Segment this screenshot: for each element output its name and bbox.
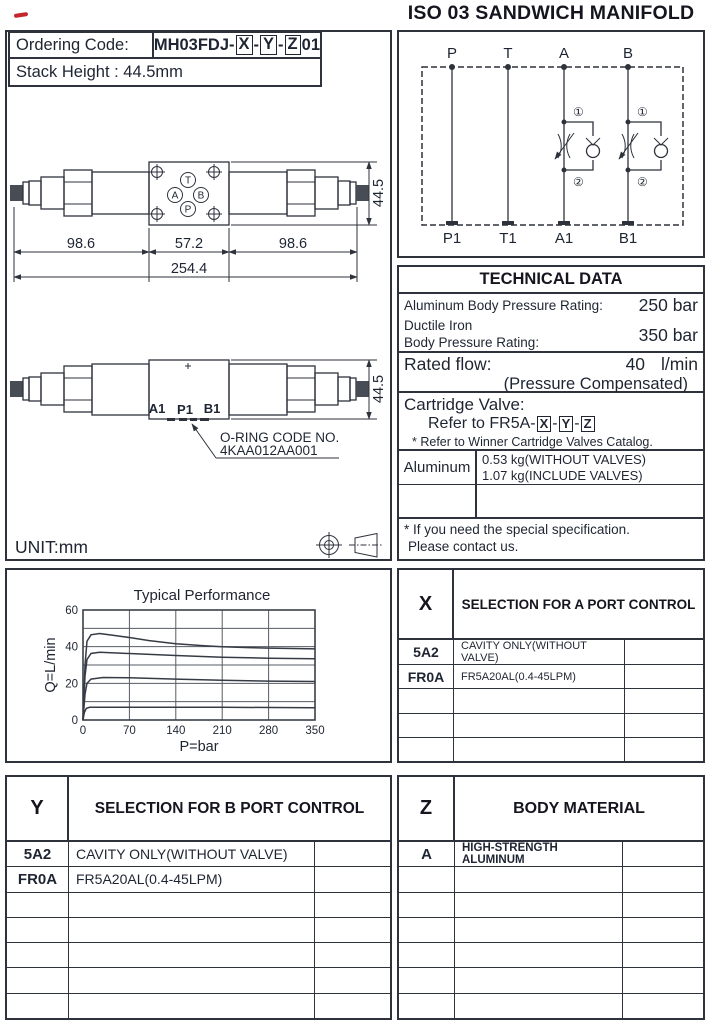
z-table-title: BODY MATERIAL [513, 799, 645, 817]
ductile-rating-value: 350 bar [638, 325, 698, 346]
y-selection-table [5, 775, 392, 1020]
stack-height-label: Stack Height : 44.5mm [16, 62, 183, 81]
special-spec-footnote [399, 519, 703, 559]
row-code [399, 738, 454, 761]
row-code [399, 943, 455, 967]
row-extra [623, 893, 703, 917]
row-code: A [399, 842, 455, 866]
svg-text:60: 60 [65, 605, 78, 617]
x-table-header [399, 570, 703, 640]
row-extra [625, 714, 703, 737]
row-code [399, 968, 455, 992]
svg-text:20: 20 [65, 678, 78, 691]
z-table-body [399, 842, 703, 1018]
cartridge-valve-row [399, 393, 703, 449]
table-row [7, 918, 390, 943]
weight-include-valves: 1.07 kg(INCLUDE VALVES) [482, 467, 643, 483]
svg-text:280: 280 [259, 725, 279, 737]
chart-plot-area [65, 605, 324, 737]
performance-chart [7, 570, 390, 761]
table-row [399, 918, 703, 943]
row-extra [315, 893, 390, 917]
marker-2: ② [637, 175, 648, 189]
table-row [399, 842, 703, 867]
unit-label: UNIT:mm [15, 537, 88, 557]
z-table-header [399, 777, 703, 842]
row-desc [455, 943, 623, 967]
z-body-material-table [397, 775, 705, 1020]
row-code: 5A2 [399, 640, 454, 664]
cartridge-dash: - [552, 415, 558, 433]
svg-text:0: 0 [79, 725, 87, 737]
b-port-flow-control [619, 67, 668, 221]
port-b-label: B [197, 190, 205, 202]
row-desc: FR5A20AL(0.4-45LPM) [454, 665, 625, 688]
weight-row-empty [399, 485, 703, 517]
chart-xlabel: P=bar [179, 739, 219, 755]
table-row [399, 968, 703, 993]
side-view-drawing [10, 360, 387, 458]
weight-table [399, 449, 703, 519]
marker-1: ① [637, 105, 648, 119]
weight-row [399, 451, 703, 485]
dimension-drawing-panel [5, 30, 392, 561]
table-row [7, 867, 390, 892]
cartridge-y-box: Y [559, 416, 574, 432]
x-selection-table [397, 568, 705, 763]
ductile-label-line2: Body Pressure Rating: [404, 334, 540, 350]
svg-text:210: 210 [212, 725, 232, 737]
row-code [7, 994, 69, 1018]
ductile-rating-row [399, 317, 703, 353]
code-x-box: X [236, 35, 253, 54]
row-desc [454, 738, 625, 761]
row-extra [623, 918, 703, 942]
dim-center: 57.2 [174, 236, 204, 252]
row-code [7, 893, 69, 917]
dim-right: 98.6 [278, 236, 308, 252]
code-z-box: Z [285, 35, 301, 54]
side-port-a1: A1 [148, 401, 166, 416]
code-dash: - [278, 35, 284, 54]
projection-symbol-cone [349, 534, 383, 558]
right-valve-tip [356, 185, 369, 201]
schem-port-a1: A1 [554, 230, 574, 247]
svg-text:140: 140 [166, 725, 186, 737]
ordering-code-table [8, 31, 322, 87]
row-desc [69, 968, 315, 992]
y-table-header [7, 777, 390, 842]
port-t-label: T [184, 175, 192, 187]
row-code [7, 918, 69, 942]
row-desc [455, 994, 623, 1018]
table-row [7, 842, 390, 867]
red-scan-mark [14, 12, 28, 18]
row-extra [623, 867, 703, 891]
y-table-code: Y [7, 777, 69, 840]
code-dash: - [253, 35, 260, 54]
row-code [399, 918, 455, 942]
x-table-title: SELECTION FOR A PORT CONTROL [461, 596, 696, 612]
ordering-code-label: Ordering Code: [10, 33, 154, 57]
code-suffix: 01 [301, 35, 320, 54]
row-code [399, 714, 454, 737]
row-desc [455, 968, 623, 992]
technical-data-header: TECHNICAL DATA [399, 267, 703, 294]
svg-text:0: 0 [71, 715, 78, 727]
page-title: ISO 03 SANDWICH MANIFOLD [407, 2, 695, 24]
row-code [7, 943, 69, 967]
oring-label-line2: 4KAA012AA001 [220, 443, 318, 458]
y-table-title: SELECTION FOR B PORT CONTROL [94, 799, 365, 817]
row-code [399, 689, 454, 712]
curve-3 [83, 678, 315, 721]
svg-text:350: 350 [305, 725, 325, 737]
rated-flow-value: 40 [625, 354, 646, 375]
left-hex-nut [64, 170, 92, 216]
x-table-code: X [399, 570, 454, 638]
row-code [399, 867, 455, 891]
side-port-p1: P1 [177, 402, 193, 417]
z-table-code: Z [399, 777, 455, 840]
row-extra [623, 842, 703, 866]
row-desc: HIGH-STRENGTH ALUMINUM [455, 842, 623, 866]
marker-1: ① [573, 105, 584, 119]
row-code: 5A2 [7, 842, 69, 866]
ductile-label-line1: Ductile Iron [404, 318, 473, 334]
table-row [399, 689, 703, 713]
weight-without-valves: 0.53 kg(WITHOUT VALVES) [482, 451, 646, 467]
svg-text:40: 40 [65, 641, 78, 654]
table-row [399, 665, 703, 689]
technical-data-panel [397, 265, 705, 561]
cartridge-z-box: Z [581, 416, 595, 432]
x-table-body [399, 640, 703, 761]
top-view-drawing [10, 162, 387, 282]
footnote-line2: Please contact us. [408, 539, 519, 555]
left-valve-tip [10, 185, 23, 201]
row-extra [315, 968, 390, 992]
row-desc [455, 918, 623, 942]
curve-4 [83, 707, 315, 720]
schem-port-b1: B1 [618, 230, 638, 247]
y-table-body [7, 842, 390, 1018]
table-row [399, 738, 703, 761]
row-code [399, 893, 455, 917]
row-desc [455, 893, 623, 917]
cartridge-dash: - [574, 415, 580, 433]
ordering-code-value [154, 35, 320, 54]
row-extra [315, 842, 390, 866]
right-hex-nut [287, 170, 315, 216]
table-row [399, 943, 703, 968]
row-extra [625, 738, 703, 761]
technical-drawing [7, 32, 390, 559]
marker-2: ② [573, 175, 584, 189]
table-row [399, 714, 703, 738]
row-extra [315, 867, 390, 891]
rated-flow-row [399, 353, 703, 393]
dim-height-top: 44.5 [371, 178, 387, 208]
table-row [7, 893, 390, 918]
rated-flow-note: (Pressure Compensated) [503, 375, 688, 394]
cartridge-refer-text: Refer to FR5A- [428, 415, 536, 433]
oring-label-line1: O-RING CODE NO. [220, 430, 340, 445]
plus-mark [185, 363, 191, 369]
row-desc [69, 918, 315, 942]
check-valve [587, 145, 600, 158]
schem-port-b: B [622, 45, 634, 62]
rated-flow-label: Rated flow: [404, 354, 492, 375]
aluminum-rating-row [399, 294, 703, 317]
cartridge-valve-label: Cartridge Valve: [404, 395, 525, 415]
row-extra [625, 665, 703, 688]
cartridge-x-box: X [537, 416, 552, 432]
row-extra [623, 994, 703, 1018]
code-prefix: MH03FDJ- [153, 35, 235, 54]
table-row [399, 893, 703, 918]
row-desc: CAVITY ONLY(WITHOUT VALVE) [454, 640, 625, 664]
schem-port-a: A [558, 45, 570, 62]
row-extra [625, 689, 703, 712]
row-desc [454, 689, 625, 712]
chart-title: Typical Performance [133, 587, 271, 604]
table-row [7, 968, 390, 993]
row-desc [69, 943, 315, 967]
manifold-boundary [422, 67, 683, 225]
row-extra [315, 943, 390, 967]
row-desc [69, 994, 315, 1018]
row-code [7, 968, 69, 992]
schem-port-p: P [446, 45, 458, 62]
rated-flow-unit: l/min [661, 354, 698, 375]
port-circles [168, 173, 209, 217]
table-row [7, 994, 390, 1018]
schem-port-t1: T1 [499, 230, 517, 247]
row-desc [454, 714, 625, 737]
row-desc: CAVITY ONLY(WITHOUT VALVE) [69, 842, 315, 866]
oring-leader-arrow [192, 424, 216, 458]
port-p-label: P [184, 204, 192, 216]
row-code [399, 994, 455, 1018]
row-code: FR0A [399, 665, 454, 688]
row-extra [315, 918, 390, 942]
aluminum-rating-label: Aluminum Body Pressure Rating: [404, 297, 603, 313]
row-extra [315, 994, 390, 1018]
performance-chart-panel [5, 568, 392, 763]
ordering-code-row [10, 33, 320, 59]
row-code: FR0A [7, 867, 69, 891]
row-desc: FR5A20AL(0.4-45LPM) [69, 867, 315, 891]
dim-height-side: 44.5 [371, 374, 387, 404]
aluminum-rating-value: 250 bar [638, 294, 698, 315]
hydraulic-schematic [399, 32, 703, 256]
dim-total: 254.4 [170, 261, 208, 277]
table-row [399, 640, 703, 665]
row-extra [623, 968, 703, 992]
center-block [149, 162, 229, 225]
row-extra [625, 640, 703, 664]
side-port-b1: B1 [203, 401, 221, 416]
row-desc [455, 867, 623, 891]
schem-port-t: T [503, 45, 513, 62]
a-port-flow-control [555, 67, 600, 221]
hydraulic-schematic-panel [397, 30, 705, 258]
chart-ylabel: Q=L/min [43, 637, 59, 693]
table-row [399, 867, 703, 892]
schem-port-p1: P1 [442, 230, 462, 247]
row-desc [69, 893, 315, 917]
code-y-box: Y [260, 35, 277, 54]
port-a-label: A [171, 190, 179, 202]
svg-text:70: 70 [123, 725, 136, 737]
projection-symbol-target [316, 532, 342, 558]
row-extra [623, 943, 703, 967]
table-row [7, 943, 390, 968]
weight-material: Aluminum [399, 451, 477, 484]
footnote-line1: * If you need the special specification. [404, 522, 630, 538]
dim-left: 98.6 [66, 236, 96, 252]
cartridge-note: * Refer to Winner Cartridge Valves Catalog. [412, 435, 653, 450]
curve-2 [83, 652, 315, 720]
table-row [399, 994, 703, 1018]
